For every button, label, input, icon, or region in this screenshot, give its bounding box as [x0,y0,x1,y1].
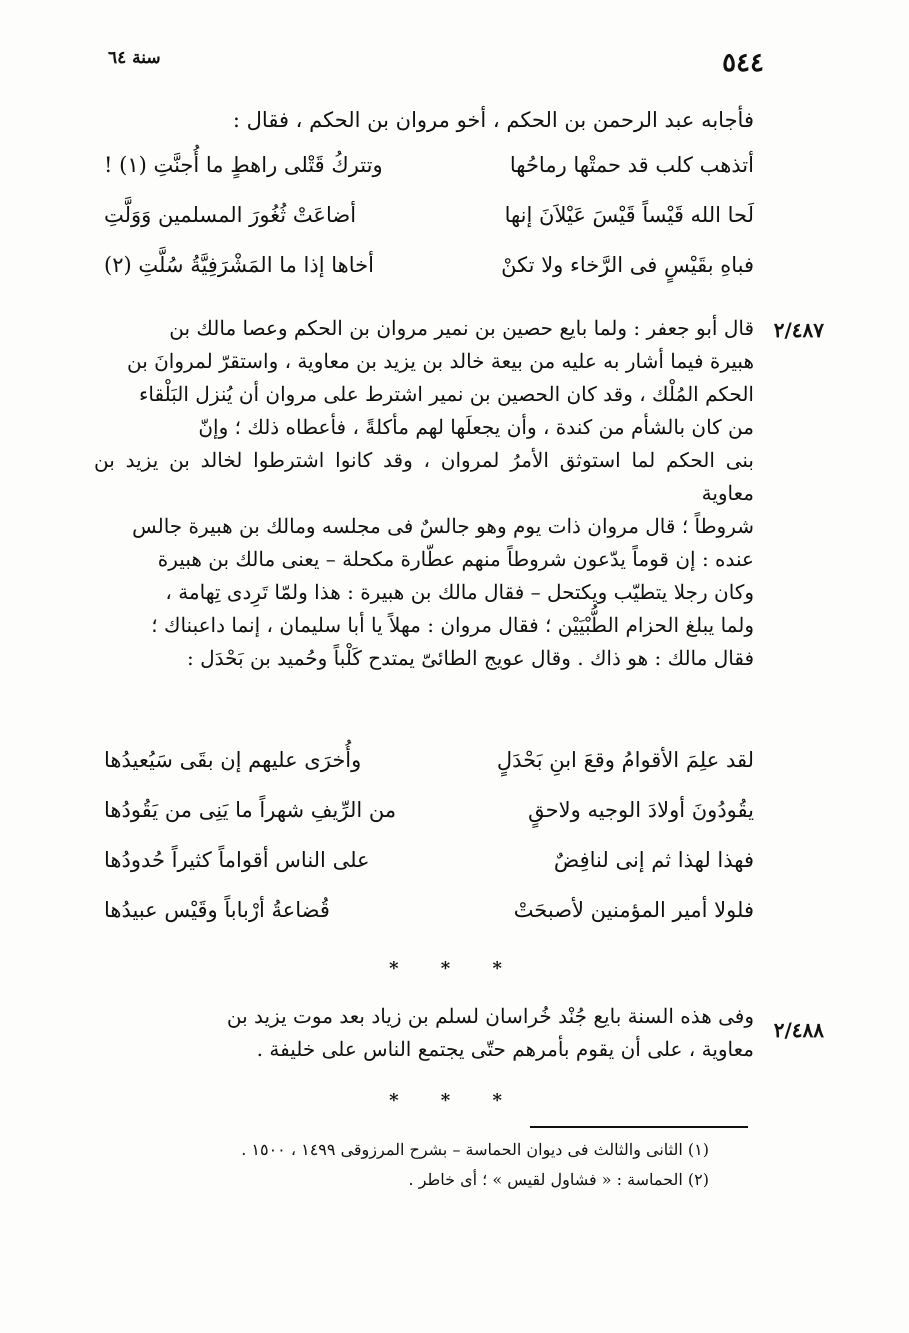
poem2-verse [104,748,754,788]
verse-first-hemistich: لَحا الله قَيْساً قَيْسَ عَيْلاَنَ إنها [504,203,754,227]
verse-second-hemistich: أضاعَتْ ثُغُورَ المسلمين وَوَلَّتِ [104,203,357,227]
prose-line: الحكم المُلْك ، وقد كان الحصين بن نمير اشترط على مروان أن يُنزل البَلْقاء [139,382,754,406]
verse-first-hemistich: فباهِ بقَيْسٍ فى الرَّخاء ولا تكنْ [501,253,754,277]
verse-second-hemistich: وأُخرَى عليهم إن بقَى سَيُعيدُها [104,748,362,772]
poem1-verse [104,203,754,243]
verse-first-hemistich: لقد علِمَ الأقوامُ وقعَ ابنِ بَحْدَلٍ [496,748,754,772]
footnote-rule [530,1126,748,1128]
verse-second-hemistich: على الناس أقواماً كثيراً حُدودُها [104,848,370,872]
verse-second-hemistich: قُضاعةُ أرْباباً وقَيْس عبيدُها [104,898,330,922]
verse-second-hemistich: من الرِّيفِ شهراً ما يَنِى من يَقُودُها [104,798,397,822]
poem2-verse [104,848,754,888]
prose-line: شروطاً ؛ قال مروان ذات يوم وهو جالسٌ فى مجلسه ومالك بن هبيرة جالس [132,514,754,538]
margin-reference-487: ٢/٤٨٧ [773,318,824,342]
poem2-verse [104,898,754,938]
prose-line: هبيرة فيما أشار به عليه من بيعة خالد بن يزيد بن معاوية ، واستقرّ لمروانَ بن [126,349,754,373]
margin-reference-488: ٢/٤٨٨ [773,1018,824,1042]
poem1-verse [104,253,754,293]
prose-line: وكان رجلا يتطيّب ويكتحل – فقال مالك بن هبيرة : هذا ولمّا تَرِدى تِهامة ، [165,580,754,604]
page-number: ٥٤٤ [722,48,764,78]
intro-line: فأجابه عبد الرحمن بن الحكم ، أخو مروان بن الحكم ، فقال : [232,108,754,132]
poem2-verse [104,798,754,838]
prose-line: ولما يبلغ الحزام الطُّبْيَيْن ؛ فقال مروان : مهلاً يا أبا سليمان ، إنما داعبناك ؛ [151,613,754,637]
verse-second-hemistich: أخاها إذا ما المَشْرَفِيَّةُ سُلَّتِ (٢) [104,253,374,277]
prose-line: قال أبو جعفر : ولما بايع حصين بن نمير مروان بن الحكم وعصا مالك بن [169,316,754,340]
prose-line: عنده : إن قوماً يدّعون شروطاً منهم عطّارة مكحلة – يعنى مالك بن هبيرة [157,547,754,571]
prose-line: من كان بالشأم من كندة ، وأن يجعلَها لهم مأكلةً ، فأعطاه ذلك ؛ وإنّ [198,415,754,439]
footnote: (٢) الحماسة : « فشاول لقيس » ؛ أى خاطر . [408,1170,709,1189]
running-title: سنة ٦٤ [108,48,161,68]
poem1-verse [104,153,754,193]
prose-line: بنى الحكم لما استوثق الأمرُ لمروان ، وقد كانوا اشترطوا لخالد بن يزيد بن معاوية [94,448,754,505]
footnote: (١) الثانى والثالث فى ديوان الحماسة – بشرح المرزوقى ١٤٩٩ ، ١٥٠٠ . [241,1140,709,1159]
verse-first-hemistich: فهذا لهذا ثم إنى لنافِضٌ [553,848,754,872]
section-488-text [94,1000,754,1066]
section-487-text [94,312,754,675]
prose-line: وفى هذه السنة بايع جُنْد خُراسان لسلم بن زياد بعد موت يزيد بن [226,1004,754,1028]
verse-second-hemistich: وتتركُ قَتْلى راهطٍ ما أُجنَّتِ (١) ! [104,153,383,177]
verse-first-hemistich: يقُودُونَ أولادَ الوجيه ولاحقٍ [528,798,754,822]
verse-first-hemistich: أتذهب كلب قد حمتْها رماحُها [509,153,754,177]
prose-line: فقال مالك : هو ذاك . وقال عويج الطائىّ يمتدح كَلْباً وحُميد بن بَحْدَل : [187,646,754,670]
prose-line: معاوية ، على أن يقوم بأمرهم حتّى يجتمع الناس على خليفة . [256,1037,754,1061]
section-separator: * * * [389,1090,520,1111]
section-separator: * * * [389,958,520,979]
verse-first-hemistich: فلولا أمير المؤمنين لأصبحَتْ [513,898,754,922]
